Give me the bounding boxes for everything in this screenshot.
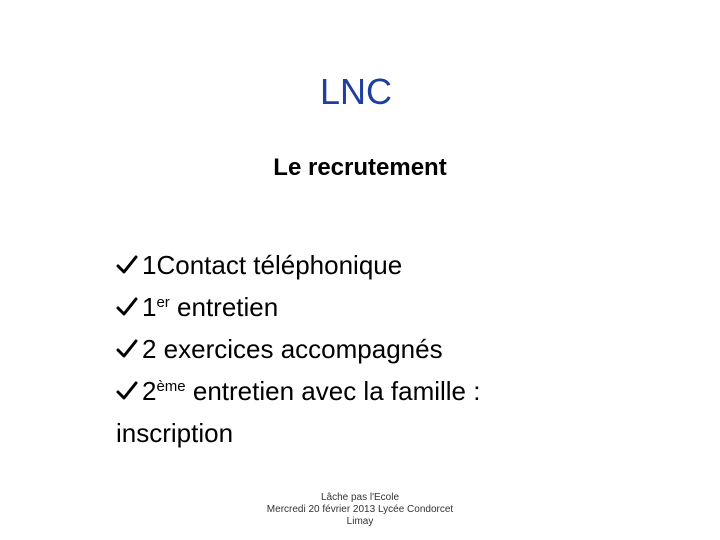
footer-line: Mercredi 20 février 2013 Lycée Condorcet	[266, 504, 454, 515]
bullet-text: entretien avec la famille :	[185, 376, 481, 406]
slide-subtitle: Le recrutement	[273, 154, 447, 181]
bullet-prefix: 2	[142, 376, 157, 406]
bullet-continuation: inscription	[116, 418, 234, 448]
bullet-text: entretien	[169, 292, 279, 322]
check-icon	[116, 380, 138, 402]
bullet-text: 1Contact téléphonique	[142, 250, 403, 280]
footer-line: Limay	[346, 516, 374, 527]
bullet-item	[116, 286, 676, 328]
slide-footer	[180, 492, 540, 528]
slide-title: LNC	[319, 71, 393, 112]
bullet-list	[116, 244, 676, 454]
bullet-item	[116, 244, 676, 286]
check-icon	[116, 296, 138, 318]
bullet-item	[116, 328, 676, 370]
check-icon	[116, 254, 138, 276]
bullet-prefix: 1	[142, 292, 157, 322]
bullet-superscript: ème	[156, 378, 186, 395]
bullet-item	[116, 370, 676, 454]
bullet-superscript: er	[156, 294, 170, 311]
check-icon	[116, 338, 138, 360]
footer-line: Lâche pas l'Ecole	[320, 492, 400, 503]
bullet-text: 2 exercices accompagnés	[142, 334, 443, 364]
